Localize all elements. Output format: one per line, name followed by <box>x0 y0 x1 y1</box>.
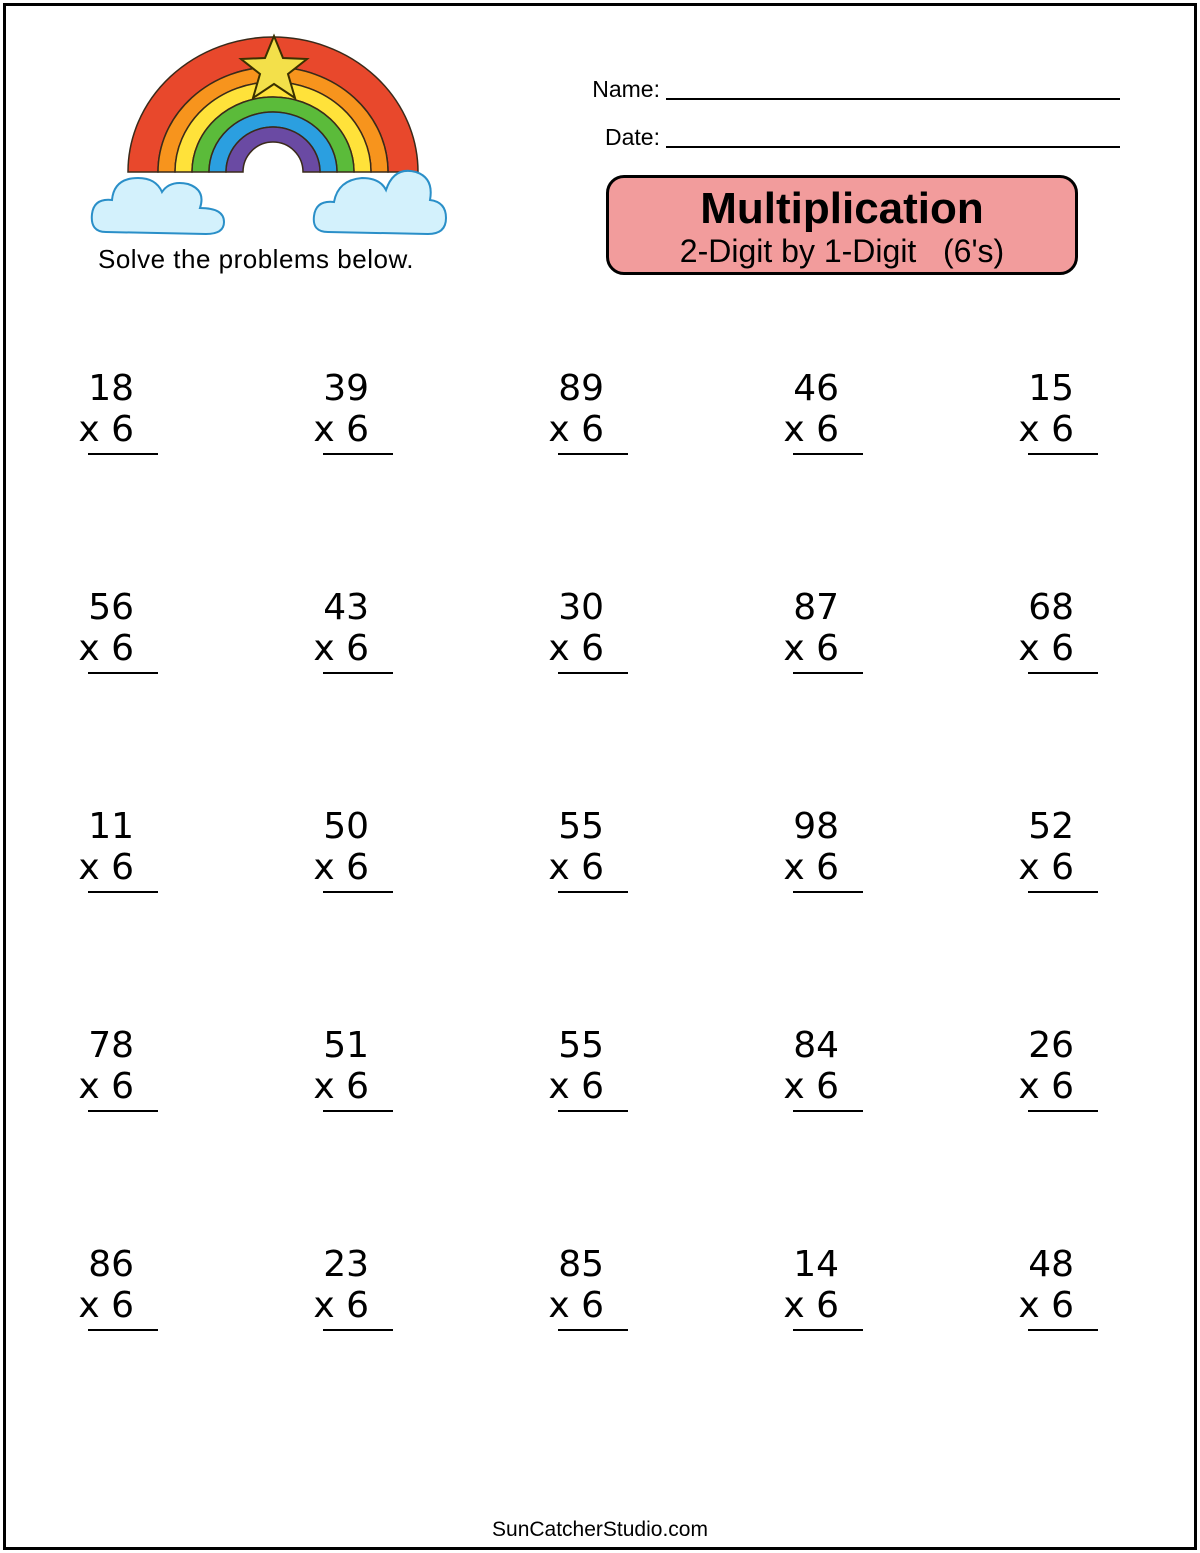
problem-multiplicand: 48 <box>1028 1244 1074 1285</box>
problem-item <box>1008 1025 1098 1112</box>
problem-multiplier: x 6 <box>1018 1285 1074 1326</box>
answer-line[interactable] <box>323 1110 393 1112</box>
problem-item <box>538 1025 628 1112</box>
problem-multiplier: x 6 <box>78 1066 134 1107</box>
problem-multiplicand: 55 <box>558 806 604 847</box>
problem-multiplicand: 86 <box>88 1244 134 1285</box>
page-title: Multiplication <box>700 184 984 233</box>
problem-item <box>68 806 158 893</box>
problem-multiplicand: 11 <box>88 806 134 847</box>
problem-item <box>303 1025 393 1112</box>
problem-item <box>1008 1244 1098 1331</box>
problem-multiplier: x 6 <box>313 1285 369 1326</box>
answer-line[interactable] <box>793 1110 863 1112</box>
problem-multiplier: x 6 <box>78 409 134 450</box>
problem-multiplicand: 85 <box>558 1244 604 1285</box>
answer-line[interactable] <box>323 672 393 674</box>
answer-line[interactable] <box>88 453 158 455</box>
problem-multiplicand: 23 <box>323 1244 369 1285</box>
problem-item <box>773 806 863 893</box>
problem-multiplier: x 6 <box>783 1285 839 1326</box>
problem-multiplicand: 68 <box>1028 587 1074 628</box>
problem-multiplier: x 6 <box>548 847 604 888</box>
problem-multiplier: x 6 <box>548 409 604 450</box>
name-label: Name: <box>592 76 660 102</box>
problem-multiplier: x 6 <box>783 847 839 888</box>
instructions: Solve the problems below. <box>98 244 415 274</box>
answer-line[interactable] <box>793 672 863 674</box>
problem-multiplicand: 52 <box>1028 806 1074 847</box>
problem-multiplicand: 46 <box>793 368 839 409</box>
answer-line[interactable] <box>1028 1110 1098 1112</box>
date-label: Date: <box>605 124 660 150</box>
problem-item <box>773 587 863 674</box>
problem-multiplicand: 51 <box>323 1025 369 1066</box>
problem-item <box>1008 587 1098 674</box>
problem-item <box>773 1025 863 1112</box>
answer-line[interactable] <box>793 453 863 455</box>
problem-multiplier: x 6 <box>548 1066 604 1107</box>
problem-multiplier: x 6 <box>548 1285 604 1326</box>
problem-multiplicand: 84 <box>793 1025 839 1066</box>
problem-multiplier: x 6 <box>1018 409 1074 450</box>
page-subtitle: 2-Digit by 1-Digit (6's) <box>679 233 1005 269</box>
answer-line[interactable] <box>558 1329 628 1331</box>
problem-multiplier: x 6 <box>313 628 369 669</box>
problem-multiplicand: 15 <box>1028 368 1074 409</box>
problem-item <box>538 1244 628 1331</box>
problem-item <box>538 368 628 455</box>
problem-item <box>773 368 863 455</box>
answer-line[interactable] <box>323 1329 393 1331</box>
answer-line[interactable] <box>88 672 158 674</box>
problem-multiplicand: 55 <box>558 1025 604 1066</box>
problem-multiplicand: 50 <box>323 806 369 847</box>
problem-multiplicand: 26 <box>1028 1025 1074 1066</box>
problem-item <box>68 1025 158 1112</box>
answer-line[interactable] <box>88 1110 158 1112</box>
problem-multiplicand: 98 <box>793 806 839 847</box>
problem-multiplicand: 14 <box>793 1244 839 1285</box>
answer-line[interactable] <box>558 672 628 674</box>
answer-line[interactable] <box>558 453 628 455</box>
problem-multiplicand: 87 <box>793 587 839 628</box>
answer-line[interactable] <box>793 891 863 893</box>
answer-line[interactable] <box>88 1329 158 1331</box>
problem-item <box>538 587 628 674</box>
problem-multiplier: x 6 <box>783 409 839 450</box>
problem-multiplier: x 6 <box>313 409 369 450</box>
problem-multiplier: x 6 <box>78 1285 134 1326</box>
problem-item <box>1008 806 1098 893</box>
answer-line[interactable] <box>558 891 628 893</box>
problem-item <box>68 368 158 455</box>
answer-line[interactable] <box>1028 453 1098 455</box>
problem-multiplicand: 18 <box>88 368 134 409</box>
answer-line[interactable] <box>323 891 393 893</box>
problem-multiplicand: 43 <box>323 587 369 628</box>
problem-item <box>303 1244 393 1331</box>
problem-multiplier: x 6 <box>783 628 839 669</box>
answer-line[interactable] <box>88 891 158 893</box>
problem-item <box>773 1244 863 1331</box>
problem-multiplier: x 6 <box>78 628 134 669</box>
problem-multiplicand: 89 <box>558 368 604 409</box>
problem-multiplicand: 39 <box>323 368 369 409</box>
problem-item <box>303 806 393 893</box>
answer-line[interactable] <box>1028 891 1098 893</box>
problem-multiplier: x 6 <box>313 1066 369 1107</box>
problem-multiplicand: 78 <box>88 1025 134 1066</box>
problem-multiplier: x 6 <box>1018 628 1074 669</box>
problem-item <box>68 587 158 674</box>
problem-item <box>1008 368 1098 455</box>
problem-multiplier: x 6 <box>783 1066 839 1107</box>
footer-site: SunCatcherStudio.com <box>492 1518 708 1541</box>
problem-multiplicand: 30 <box>558 587 604 628</box>
answer-line[interactable] <box>558 1110 628 1112</box>
problem-item <box>538 806 628 893</box>
problem-multiplier: x 6 <box>313 847 369 888</box>
problem-item <box>303 587 393 674</box>
problem-multiplier: x 6 <box>548 628 604 669</box>
answer-line[interactable] <box>1028 672 1098 674</box>
problem-multiplicand: 56 <box>88 587 134 628</box>
problem-item <box>68 1244 158 1331</box>
problem-multiplier: x 6 <box>1018 1066 1074 1107</box>
problem-item <box>303 368 393 455</box>
answer-line[interactable] <box>1028 1329 1098 1331</box>
problem-multiplier: x 6 <box>1018 847 1074 888</box>
answer-line[interactable] <box>323 453 393 455</box>
answer-line[interactable] <box>793 1329 863 1331</box>
problem-multiplier: x 6 <box>78 847 134 888</box>
